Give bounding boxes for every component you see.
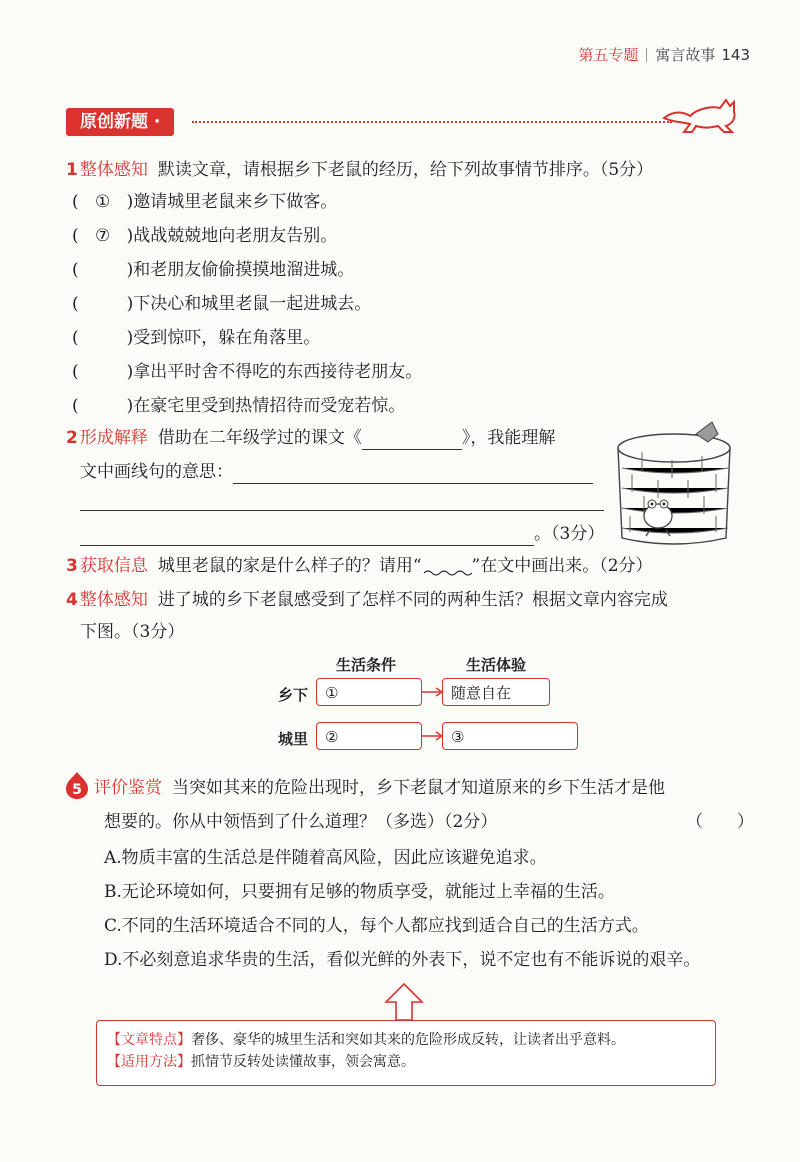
tip-tag-feature: 【文章特点】 [107,1032,191,1048]
q4-tag: 整体感知 [79,590,148,610]
q5-number: 5 [72,782,82,798]
question-1 [66,158,653,182]
q5-option-c[interactable]: C.不同的生活环境适合不同的人，每个人都应找到适合自己的生活方式。 [104,916,649,936]
q2-answer-line-end [80,522,604,546]
q1-item[interactable]: ( )受到惊吓，躲在角落里。 [72,328,321,348]
diagram-col-condition: 生活条件 [336,656,397,674]
header-topic: 第五专题 [578,46,639,64]
q1-item-text: 下决心和城里老鼠一起进城去。 [133,294,372,314]
q1-item: ( ① )邀请城里老鼠来乡下做客。 [72,192,338,212]
banner-title: 原创新题 [80,112,148,132]
diagram-box-3[interactable]: ③ [442,722,578,750]
question-5 [94,776,665,800]
flame-number-icon [64,770,90,800]
q1-text: 默读文章，请根据乡下老鼠的经历，给下列故事情节排序。（5分） [157,160,654,180]
q5-text: 当突如其来的危险出现时，乡下老鼠才知道原来的乡下生活才是他 [172,778,665,798]
q1-item[interactable]: ( )下决心和城里老鼠一起进城去。 [72,294,372,314]
well-frog-illustration [612,420,742,548]
tips-box [96,1020,716,1086]
q2-score: 。（3分） [534,524,605,544]
q2-answer-blank[interactable] [233,463,593,484]
up-arrow-icon [384,982,424,1022]
q2-title-blank[interactable] [362,429,462,450]
q1-item: ( ⑦ )战战兢兢地向老朋友告别。 [72,226,338,246]
q2-text-cont: 》，我能理解 [461,428,556,448]
q1-tag: 整体感知 [79,160,148,180]
q1-item-mark: ① [95,192,111,212]
tip-text-feature: 奢侈、豪华的城里生活和突如其来的危险形成反转，让读者出乎意料。 [191,1032,625,1048]
wavy-underline-icon [422,557,472,577]
q1-item[interactable]: ( )和老朋友偷偷摸摸地溜进城。 [72,260,355,280]
q2-answer-blank[interactable] [80,525,534,546]
page-number: 143 [721,46,750,64]
q4-number: 4 [66,590,78,610]
tip-article-feature [107,1029,705,1051]
question-2 [66,426,555,450]
q1-item-text: 战战兢兢地向老朋友告别。 [133,226,338,246]
diagram-box-2[interactable]: ② [316,722,422,750]
q2-prompt: 文中画线句的意思： [80,462,233,482]
cat-icon [660,88,740,134]
q2-answer-blank[interactable] [80,500,604,511]
q2-number: 2 [66,428,78,448]
diagram-col-experience: 生活体验 [466,656,527,674]
q4-text: 进了城的乡下老鼠感受到了怎样不同的两种生活？根据文章内容完成 [157,590,668,610]
diagram-box-countryside-experience: 随意自在 [442,678,550,706]
q1-item-text: 在豪宅里受到热情招待而受宠若惊。 [133,396,406,416]
q1-item-text: 受到惊吓，躲在角落里。 [133,328,321,348]
page-header [578,44,750,65]
q1-item-text: 拿出平时舍不得吃的东西接待老朋友。 [133,362,423,382]
tip-text-method: 抓情节反转处读懂故事，领会寓意。 [191,1054,415,1070]
q2-tag: 形成解释 [79,428,148,448]
question-4 [66,588,668,612]
q1-item-text: 和老朋友偷偷摸摸地溜进城。 [133,260,355,280]
q3-tag: 获取信息 [79,556,148,576]
q3-text-cont: ”在文中画出来。（2分） [471,556,653,576]
diagram-row-city: 城里 [278,730,309,748]
q5-answer-paren[interactable]: （ ） [686,812,754,832]
q1-number: 1 [66,160,78,180]
diagram-row-countryside: 乡下 [278,686,309,704]
q2-text: 借助在二年级学过的课文《 [157,428,362,448]
q1-item-mark: ⑦ [95,226,111,246]
q3-text: 城里老鼠的家是什么样子的？请用“ [157,556,422,576]
banner-dotted-line [192,121,672,123]
q5-option-a[interactable]: A.物质丰富的生活总是伴随着高风险，因此应该避免追求。 [104,848,547,868]
q5-tag: 评价鉴赏 [94,778,162,798]
q2-answer-line [80,460,593,484]
tip-method [107,1051,705,1073]
q1-item[interactable]: ( )拿出平时舍不得吃的东西接待老朋友。 [72,362,423,382]
header-subtitle: 寓言故事 [655,46,716,64]
tip-tag-method: 【适用方法】 [107,1054,191,1070]
diagram-box-1[interactable]: ① [316,678,422,706]
diagram-arrows [422,684,444,748]
q5-text-cont: 想要的。你从中领悟到了什么道理？（多选）（2分） [104,812,498,832]
q1-item-text: 邀请城里老鼠来乡下做客。 [133,192,338,212]
q5-option-d[interactable]: D.不必刻意追求华贵的生活，看似光鲜的外表下，说不定也有不能诉说的艰辛。 [104,950,701,970]
q4-text-cont: 下图。（3分） [80,622,185,642]
header-divider [646,48,647,62]
q1-item[interactable]: ( )在豪宅里受到热情招待而受宠若惊。 [72,396,406,416]
q3-number: 3 [66,556,78,576]
section-banner: 原创新题 · [66,108,174,136]
q5-option-b[interactable]: B.无论环境如何，只要拥有足够的物质享受，就能过上幸福的生活。 [104,882,615,902]
question-3 [66,554,653,578]
